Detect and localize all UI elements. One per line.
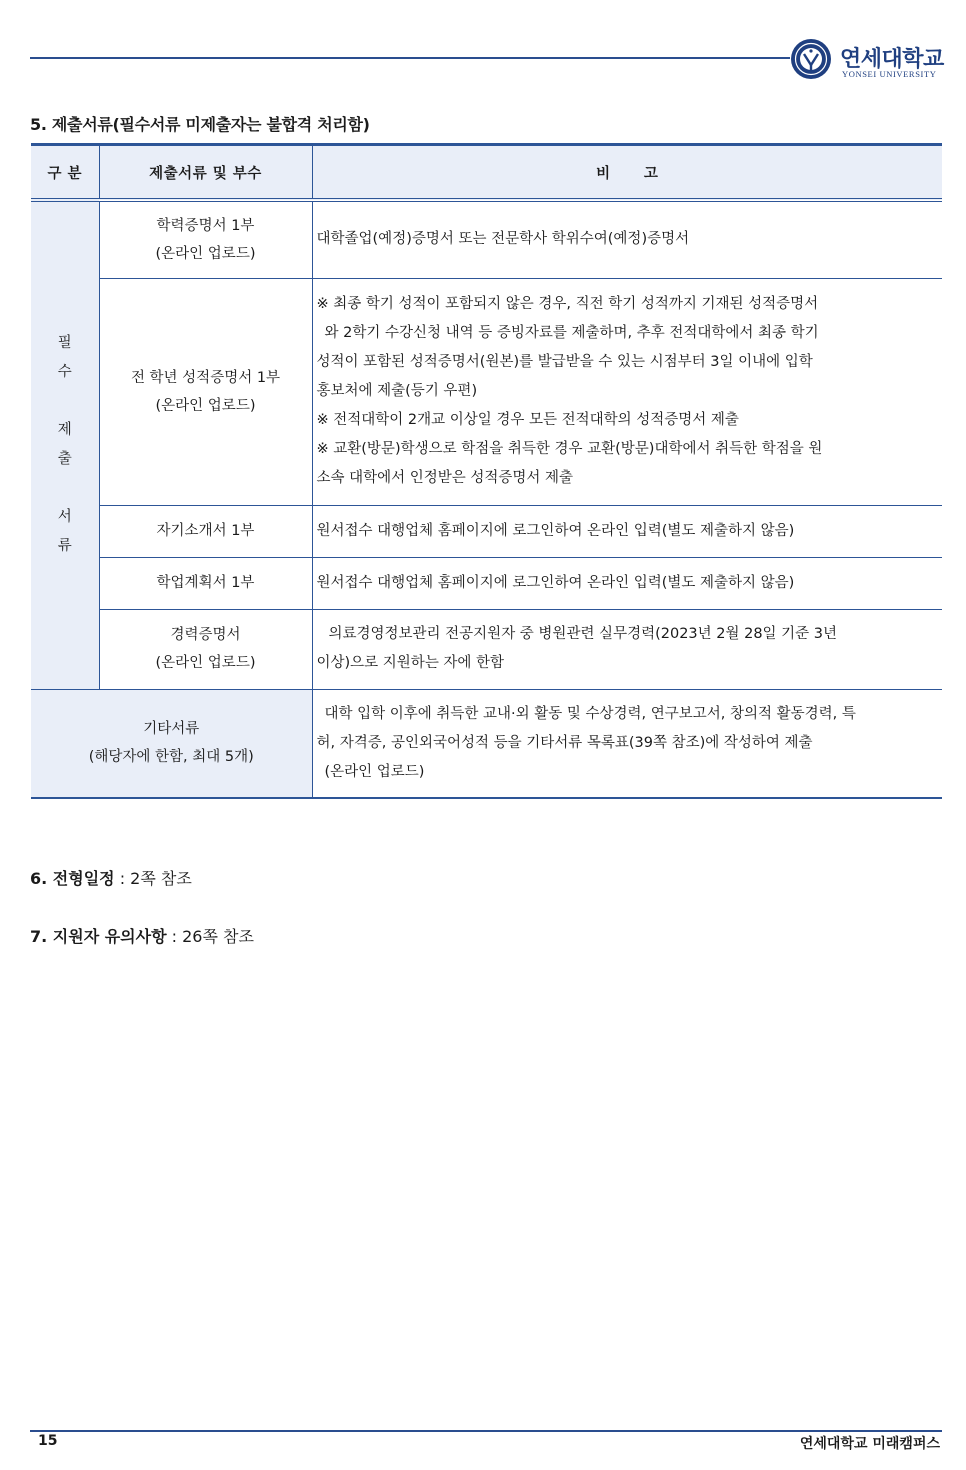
doc-self-introduction: 자기소개서 1부 [99,505,312,557]
required-documents-category: 필 수 제 출 서 류 [31,200,99,689]
other-documents-category: 기타서류 (해당자에 한함, 최대 5개) [31,689,312,798]
table-row [31,200,942,278]
header-remarks: 비 고 [312,145,942,201]
table-row [31,557,942,609]
section-7-text: : 26쪽 참조 [166,927,254,946]
doc-study-plan: 학업계획서 1부 [99,557,312,609]
note-diploma: 대학졸업(예정)증명서 또는 전문학사 학위수여(예정)증명서 [312,200,942,278]
submission-documents-table [31,143,942,799]
section-7-label: 7. 지원자 유의사항 [30,927,167,946]
section-6-label: 6. 전형일정 [30,869,115,888]
header-documents: 제출서류 및 부수 [99,145,312,201]
note-self-introduction: 원서접수 대행업체 홈페이지에 로그인하여 온라인 입력(별도 제출하지 않음) [312,505,942,557]
note-study-plan: 원서접수 대행업체 홈페이지에 로그인하여 온라인 입력(별도 제출하지 않음) [312,557,942,609]
doc-transcript-diploma: 학력증명서 1부 (온라인 업로드) [99,200,312,278]
section-6-text: : 2쪽 참조 [114,869,192,888]
note-other-documents: 대학 입학 이후에 취득한 교내·외 활동 및 수상경력, 연구보고서, 창의적 활동경력, 특 허, 자격증, 공인외국어성적 등을 기타서류 목록표(39쪽 참조)에 작성하여 제출 (온라인 업로드) [312,689,942,798]
table-row [31,689,942,798]
logo-korean-name: 연세대학교 [840,46,944,71]
section-7-notes [30,924,254,947]
page-number: 15 [38,1433,58,1449]
logo-english-name: YONSEI UNIVERSITY [842,69,937,79]
doc-grade-transcript: 전 학년 성적증명서 1부 (온라인 업로드) [99,278,312,505]
footer-campus-name: 연세대학교 미래캠퍼스 [799,1436,940,1452]
table-row [31,609,942,689]
university-logo [790,38,950,82]
table-header-row [31,145,942,201]
table-row [31,505,942,557]
header-rule [30,57,790,59]
doc-career-certificate: 경력증명서 (온라인 업로드) [99,609,312,689]
section-5-title: 5. 제출서류(필수서류 미제출자는 불합격 처리함) [30,115,370,134]
note-grade-transcript: ※ 최종 학기 성적이 포함되지 않은 경우, 직전 학기 성적까지 기재된 성적증명서 와 2학기 수강신청 내역 등 증빙자료를 제출하며, 추후 전적대학에서 최종 학기 성적이 포함된 성적증명서(원본)를 발급받을 수 있는 시점부터 3일 이내에 입학 홍보처에 제출(등기 우편) ※ 전적대학이 2개교 이상일 경우 모든 전적대학의 성적증명서 제출 ※ 교환(방문)학생으로 학점을 취득한 경우 교환(방문)대학에서 취득한 학점을 원 소속 대학에서 인정받은 성적증명서 제출 [312,278,942,505]
table-row [31,278,942,505]
note-career-certificate: 의료경영정보관리 전공지원자 중 병원관련 실무경력(2023년 2월 28일 기준 3년 이상)으로 지원하는 자에 한함 [312,609,942,689]
footer-rule [30,1430,942,1432]
section-6-schedule [30,866,192,889]
header-category: 구 분 [31,145,99,201]
yonsei-seal-icon [790,38,832,80]
